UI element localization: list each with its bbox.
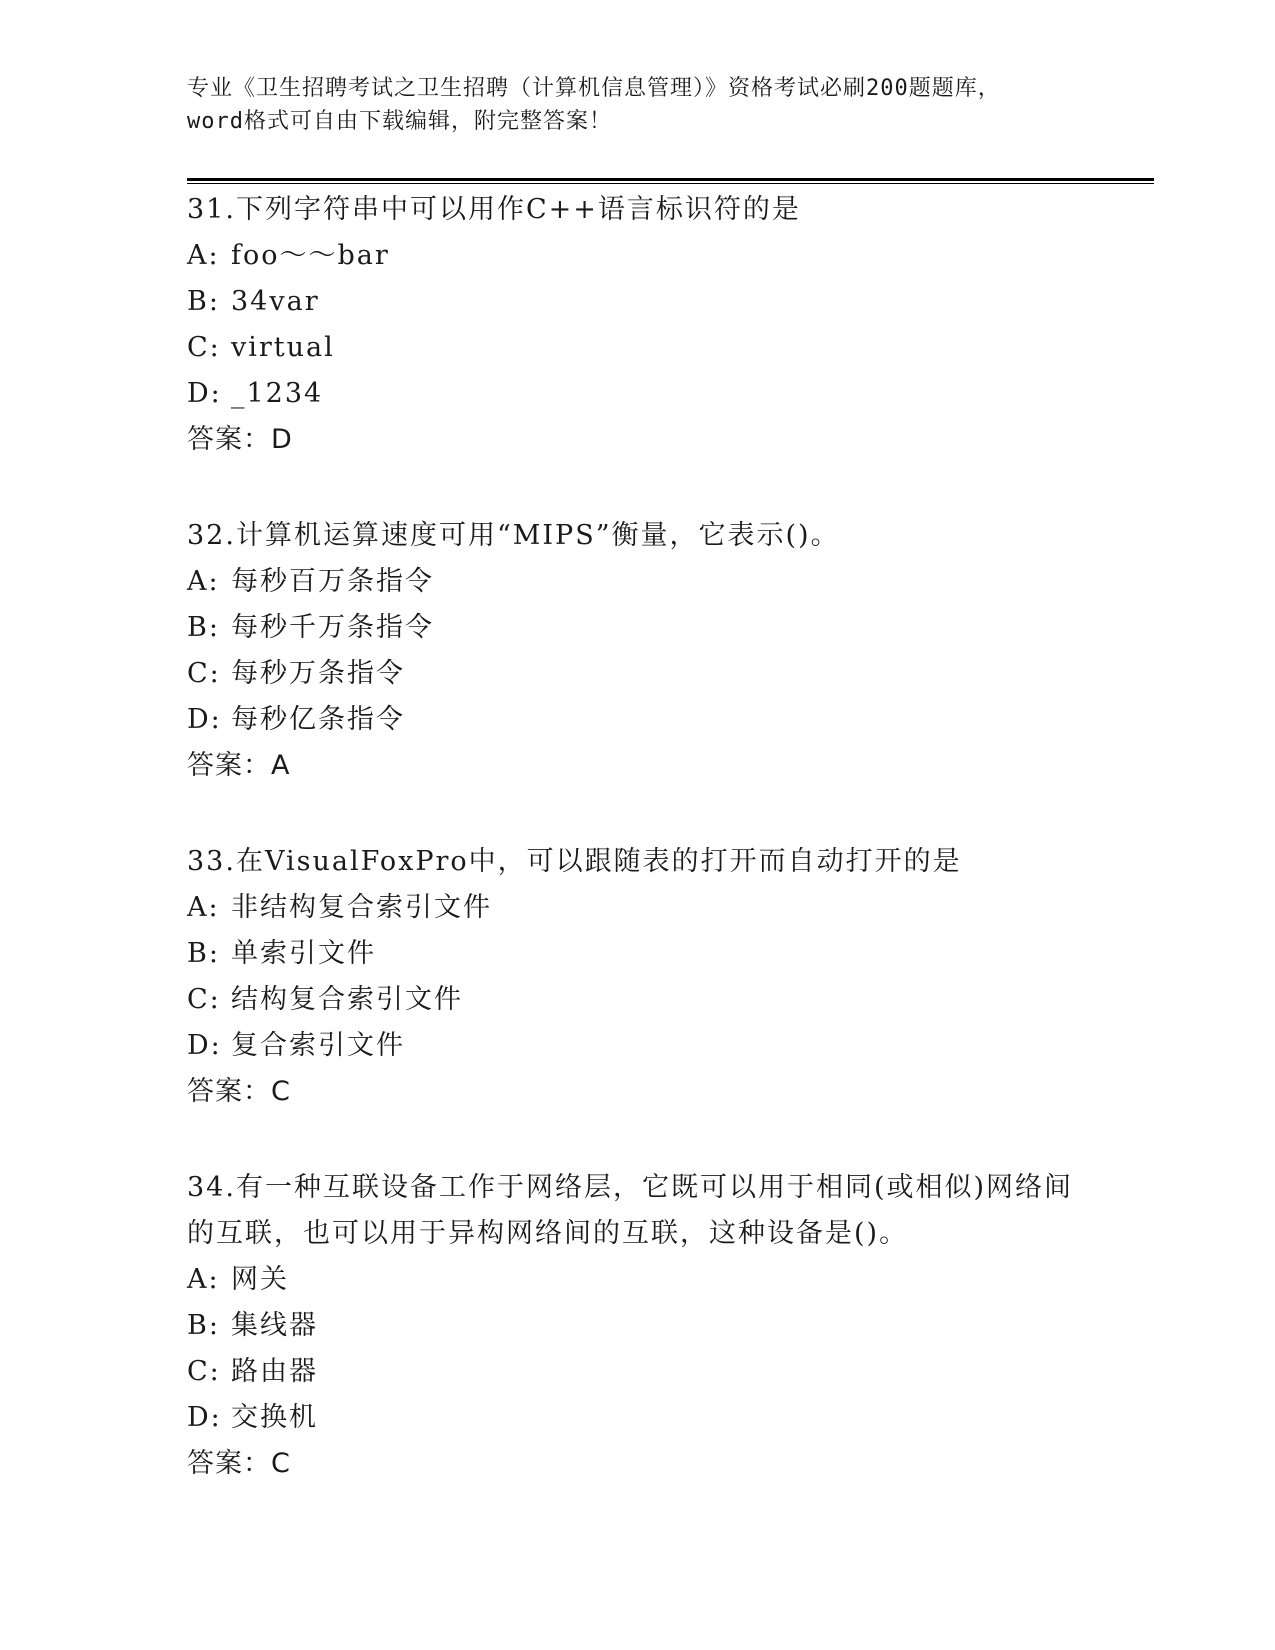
option-label: A: bbox=[187, 240, 220, 271]
header-line-1: 专业《卫生招聘考试之卫生招聘（计算机信息管理）》资格考试必刷200题题库， bbox=[187, 76, 1001, 101]
answer-line: 答案：C bbox=[187, 1448, 291, 1479]
document-header bbox=[187, 72, 1077, 138]
option-label: B: bbox=[187, 612, 220, 643]
option-text: 34var bbox=[231, 286, 320, 317]
option-a bbox=[187, 1257, 1157, 1303]
option-d bbox=[187, 371, 1157, 417]
option-d bbox=[187, 1395, 1157, 1441]
option-label: B: bbox=[187, 938, 220, 969]
option-b bbox=[187, 931, 1157, 977]
option-label: D: bbox=[187, 378, 222, 409]
question-text: 31.下列字符串中可以用作C++语言标识符的是 bbox=[187, 194, 801, 225]
option-label: C: bbox=[187, 1356, 221, 1387]
option-text: foo～～bar bbox=[231, 240, 390, 271]
option-text: 单索引文件 bbox=[231, 938, 376, 969]
option-text: 每秒万条指令 bbox=[231, 658, 405, 689]
option-label: C: bbox=[187, 332, 221, 363]
header-divider-thick bbox=[187, 178, 1154, 181]
question-33 bbox=[187, 839, 1157, 1115]
option-text: 集线器 bbox=[231, 1310, 318, 1341]
option-d bbox=[187, 1023, 1157, 1069]
option-label: C: bbox=[187, 658, 221, 689]
option-c bbox=[187, 1349, 1157, 1395]
option-c bbox=[187, 651, 1157, 697]
option-text: 结构复合索引文件 bbox=[231, 984, 463, 1015]
question-34 bbox=[187, 1165, 1157, 1487]
option-text: 每秒百万条指令 bbox=[231, 566, 434, 597]
option-text: 复合索引文件 bbox=[231, 1030, 405, 1061]
option-a bbox=[187, 885, 1157, 931]
question-32 bbox=[187, 513, 1157, 789]
option-text: 路由器 bbox=[231, 1356, 318, 1387]
option-text: 每秒亿条指令 bbox=[231, 704, 405, 735]
option-label: A: bbox=[187, 1264, 220, 1295]
option-text: _1234 bbox=[231, 378, 324, 409]
option-label: D: bbox=[187, 704, 222, 735]
option-label: A: bbox=[187, 566, 220, 597]
question-text: 33.在VisualFoxPro中，可以跟随表的打开而自动打开的是 bbox=[187, 846, 962, 877]
option-text: 交换机 bbox=[231, 1402, 318, 1433]
option-label: C: bbox=[187, 984, 221, 1015]
question-list bbox=[187, 187, 1157, 1537]
option-a bbox=[187, 233, 1157, 279]
header-line-2: word格式可自由下载编辑，附完整答案！ bbox=[187, 109, 612, 134]
question-text: 34.有一种互联设备工作于网络层，它既可以用于相同(或相似)网络间 bbox=[187, 1172, 1074, 1203]
option-label: A: bbox=[187, 892, 220, 923]
option-label: D: bbox=[187, 1402, 222, 1433]
question-text-continued: 的互联，也可以用于异构网络间的互联，这种设备是()。 bbox=[187, 1218, 909, 1249]
option-c bbox=[187, 325, 1157, 371]
option-b bbox=[187, 1303, 1157, 1349]
option-b bbox=[187, 605, 1157, 651]
answer-line: 答案：C bbox=[187, 1076, 291, 1107]
header-divider-thin bbox=[187, 183, 1154, 184]
option-label: B: bbox=[187, 1310, 220, 1341]
question-31 bbox=[187, 187, 1157, 463]
answer-line: 答案：D bbox=[187, 424, 293, 455]
option-c bbox=[187, 977, 1157, 1023]
option-b bbox=[187, 279, 1157, 325]
option-text: 非结构复合索引文件 bbox=[231, 892, 492, 923]
option-a bbox=[187, 559, 1157, 605]
question-text: 32.计算机运算速度可用“MIPS”衡量，它表示()。 bbox=[187, 520, 840, 551]
option-text: 网关 bbox=[231, 1264, 289, 1295]
option-text: 每秒千万条指令 bbox=[231, 612, 434, 643]
answer-line: 答案：A bbox=[187, 750, 291, 781]
option-label: B: bbox=[187, 286, 220, 317]
option-label: D: bbox=[187, 1030, 222, 1061]
option-text: virtual bbox=[231, 332, 335, 363]
option-d bbox=[187, 697, 1157, 743]
